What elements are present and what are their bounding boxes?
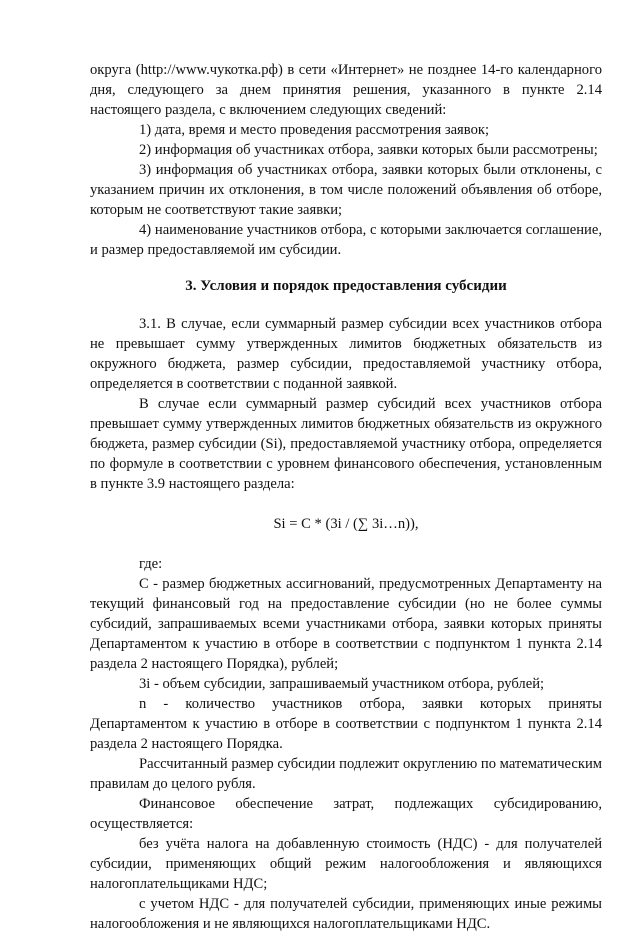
section-heading: 3. Условия и порядок предоставления субсидии <box>185 278 507 294</box>
definition-n: n - количество участников отбора, заявки которых приняты Департаментом к участию в отборе в соответствии с подпунктом 1 пункта 2.14 раздела 2 настоящего Порядка. <box>90 696 602 752</box>
definition-3i: 3i - объем субсидии, запрашиваемый участником отбора, рублей; <box>139 676 545 692</box>
where-label: где: <box>139 556 163 572</box>
definition-c: С - размер бюджетных ассигнований, предусмотренных Департаменту на текущий финансовый год на предоставление субсидии (но не более суммы субсидий, запрашиваемых всеми участниками отбора, заявки которых приняты Департаментом к участию в отборе в соответствии с подпунктом 1 пункта 2.14 раздела 2 настоящего Порядка), рублей; <box>90 576 602 672</box>
paragraph-rounding: Рассчитанный размер субсидии подлежит округлению по математическим правилам до целого рубля. <box>90 756 602 792</box>
list-item-4: 4) наименование участников отбора, с которыми заключается соглашение, и размер предоставляемой им субсидии. <box>90 222 602 258</box>
list-item-2: 2) информация об участниках отбора, заявки которых были рассмотрены; <box>139 142 598 158</box>
formula: Si = С * (3i / (∑ 3i…n)), <box>273 516 419 532</box>
list-item-3: 3) информация об участниках отбора, заявки которых были отклонены, с указанием причин их отклонения, в том числе положений объявления об отборе, которым не соответствуют такие заявки; <box>90 162 602 218</box>
paragraph-3-1: 3.1. В случае, если суммарный размер субсидии всех участников отбора не превышает сумму утвержденных лимитов бюджетных обязательств из окружного бюджета, размер субсидии, предоставляемой участнику отбора, определяется в соответствии с поданной заявкой. <box>90 316 602 392</box>
paragraph-intro: округа (http://www.чукотка.рф) в сети «Интернет» не позднее 14-го календарного дня, следующего за днем принятия решения, указанного в пункте 2.14 настоящего раздела, с включением следующих сведений: <box>90 62 602 118</box>
paragraph-with-vat: с учетом НДС - для получателей субсидии, применяющих иные режимы налогообложения и не являющихся налогоплательщиками НДС. <box>90 896 602 932</box>
paragraph-formula-intro: В случае если суммарный размер субсидий всех участников отбора превышает сумму утвержденных лимитов бюджетных обязательств из окружного бюджета, размер субсидии (Si), предоставляемой участнику отбора, определяется по формуле в соответствии с уровнем финансового обеспечения, установленным в пункте 3.9 настоящего раздела: <box>90 396 602 492</box>
paragraph-financing: Финансовое обеспечение затрат, подлежащих субсидированию, осуществляется: <box>90 796 602 832</box>
paragraph-without-vat: без учёта налога на добавленную стоимость (НДС) - для получателей субсидии, применяющих общий режим налогообложения и являющихся налогоплательщиками НДС; <box>90 836 602 892</box>
list-item-1: 1) дата, время и место проведения рассмотрения заявок; <box>139 122 490 138</box>
